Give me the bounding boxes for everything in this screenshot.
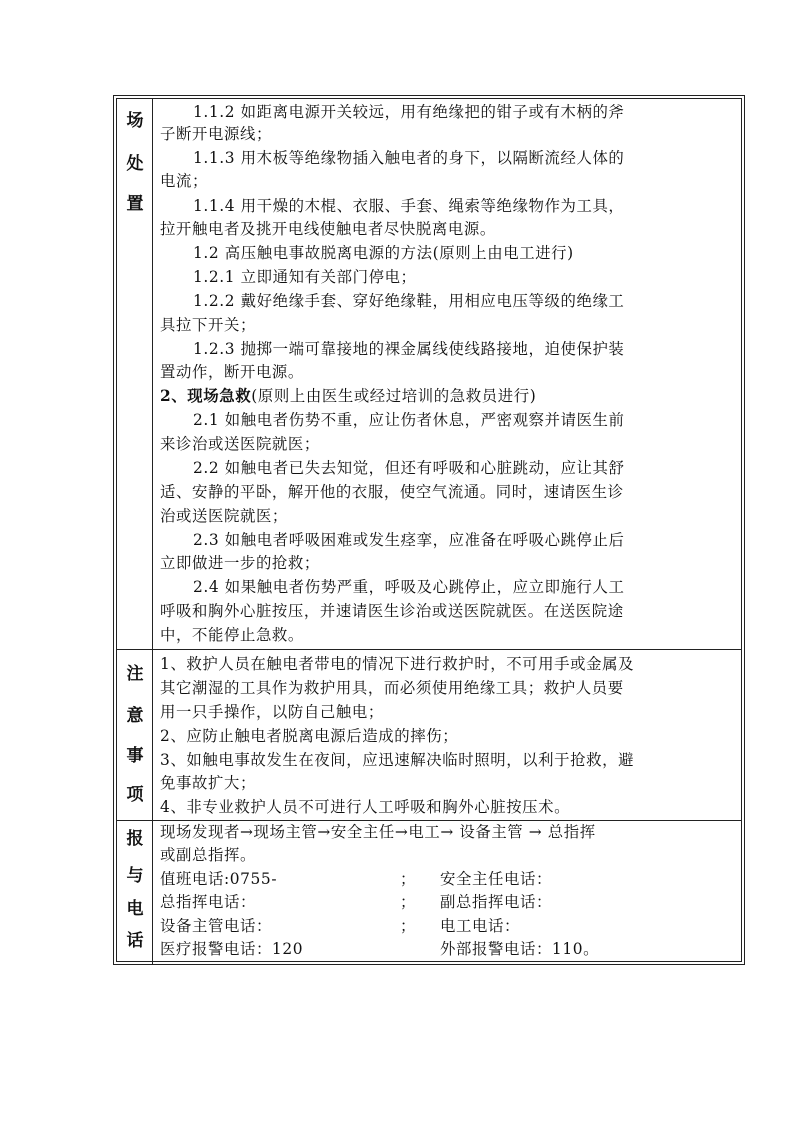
section-label-precautions — [117, 650, 153, 820]
table-inner-border — [116, 98, 742, 962]
text-line: 拉开触电者及挑开电线使触电者尽快脱离电源。 — [160, 220, 496, 238]
text-line: 子断开电源线； — [160, 125, 272, 143]
label-char: 事 — [126, 746, 144, 766]
contact-deputy-commander-phone: 副总指挥电话： — [440, 893, 552, 911]
text-line: 电流； — [160, 172, 208, 190]
text-line: 用一只手操作，以防自己触电； — [160, 703, 384, 721]
contact-commander-phone: 总指挥电话： — [160, 893, 256, 911]
text-line: 1.2.2 戴好绝缘手套、穿好绝缘鞋，用相应电压等级的绝缘工 — [193, 292, 625, 310]
section-label-onsite — [117, 99, 153, 649]
contact-police-phone: 外部报警电话：110。 — [440, 940, 600, 958]
text-line: 其它潮湿的工具作为救护用具，而必须使用绝缘工具；救护人员要 — [160, 679, 624, 697]
contact-separator: ； — [400, 893, 416, 911]
text-line: 1.2.1 立即通知有关部门停电； — [193, 268, 417, 286]
label-char: 处 — [126, 154, 144, 174]
text-line: 1.1.2 如距离电源开关较远，用有绝缘把的钳子或有木柄的斧 — [193, 103, 625, 121]
rescue-heading-line — [160, 385, 536, 407]
text-line: 1.1.3 用木板等绝缘物插入触电者的身下，以隔断流经人体的 — [193, 149, 625, 167]
contact-medical-phone: 医疗报警电话：120 — [160, 940, 304, 958]
label-char: 注 — [126, 664, 144, 684]
text-line: 免事故扩大； — [160, 774, 256, 792]
text-line: 来诊治或送医院就医； — [160, 435, 320, 453]
contact-duty-phone: 值班电话:0755- — [160, 870, 278, 888]
section-content-onsite — [153, 99, 741, 649]
contact-separator: ； — [400, 870, 416, 888]
text-line: 2.3 如触电者呼吸困难或发生痉挛，应准备在呼吸心跳停止后 — [193, 531, 625, 549]
text-line: 呼吸和胸外心脏按压，并速请医生诊治或送医院就医。在送医院途 — [160, 602, 624, 620]
contact-electrician-phone: 电工电话： — [440, 917, 520, 935]
label-char: 场 — [126, 111, 144, 131]
text-line: 治或送医院就医； — [160, 507, 288, 525]
text-line: 2、应防止触电者脱离电源后造成的摔伤； — [160, 727, 459, 745]
section-content-report — [153, 821, 741, 965]
section-onsite-handling — [117, 99, 741, 650]
report-flow: 或副总指挥。 — [160, 846, 256, 864]
label-char: 报 — [126, 829, 144, 849]
section-precautions — [117, 650, 741, 821]
emergency-procedure-table — [113, 95, 745, 965]
contact-equipment-manager-phone: 设备主管电话： — [160, 917, 272, 935]
text-line: 2.2 如触电者已失去知觉，但还有呼吸和心脏跳动，应让其舒 — [193, 459, 625, 477]
section-label-report — [117, 821, 153, 965]
text-line: 1.2 高压触电事故脱离电源的方法(原则上由电工进行) — [193, 244, 574, 262]
label-char: 项 — [126, 785, 144, 805]
text-line: 具拉下开关； — [160, 316, 256, 334]
report-flow: 现场发现者→现场主管→安全主任→电工→ 设备主管 → 总指挥 — [160, 823, 596, 841]
label-char: 意 — [126, 706, 144, 726]
text-line: 1.2.3 抛掷一端可靠接地的裸金属线使线路接地，迫使保护装 — [193, 340, 625, 358]
text-line: 立即做进一步的抢救； — [160, 554, 320, 572]
text-line: 1.1.4 用干燥的木棍、衣服、手套、绳索等绝缘物作为工具， — [193, 197, 625, 215]
text-line: 适、安静的平卧，解开他的衣服，使空气流通。同时，速请医生诊 — [160, 483, 624, 501]
contact-safety-director-phone: 安全主任电话： — [440, 870, 552, 888]
label-char: 电 — [126, 899, 144, 919]
label-char: 话 — [126, 931, 144, 951]
text-line: 4、非专业救护人员不可进行人工呼吸和胸外心脏按压术。 — [160, 798, 571, 816]
rescue-heading: 2、现场急救 — [160, 387, 252, 405]
section-report-phones — [117, 821, 741, 965]
text-line: 3、如触电事故发生在夜间，应迅速解决临时照明，以利于抢救，避 — [160, 751, 635, 769]
text-line: 2.4 如果触电者伤势严重，呼吸及心跳停止，应立即施行人工 — [193, 578, 625, 596]
rescue-note: (原则上由医生或经过培训的急救员进行) — [251, 387, 537, 405]
text-line: 2.1 如触电者伤势不重，应让伤者休息，严密观察并请医生前 — [193, 411, 625, 429]
text-line: 置动作，断开电源。 — [160, 363, 304, 381]
text-line: 中，不能停止急救。 — [160, 626, 304, 644]
section-content-precautions — [153, 650, 741, 820]
text-line: 1、救护人员在触电者带电的情况下进行救护时，不可用手或金属及 — [160, 655, 635, 673]
label-char: 置 — [126, 194, 144, 214]
contact-separator: ； — [400, 917, 416, 935]
label-char: 与 — [126, 866, 144, 886]
